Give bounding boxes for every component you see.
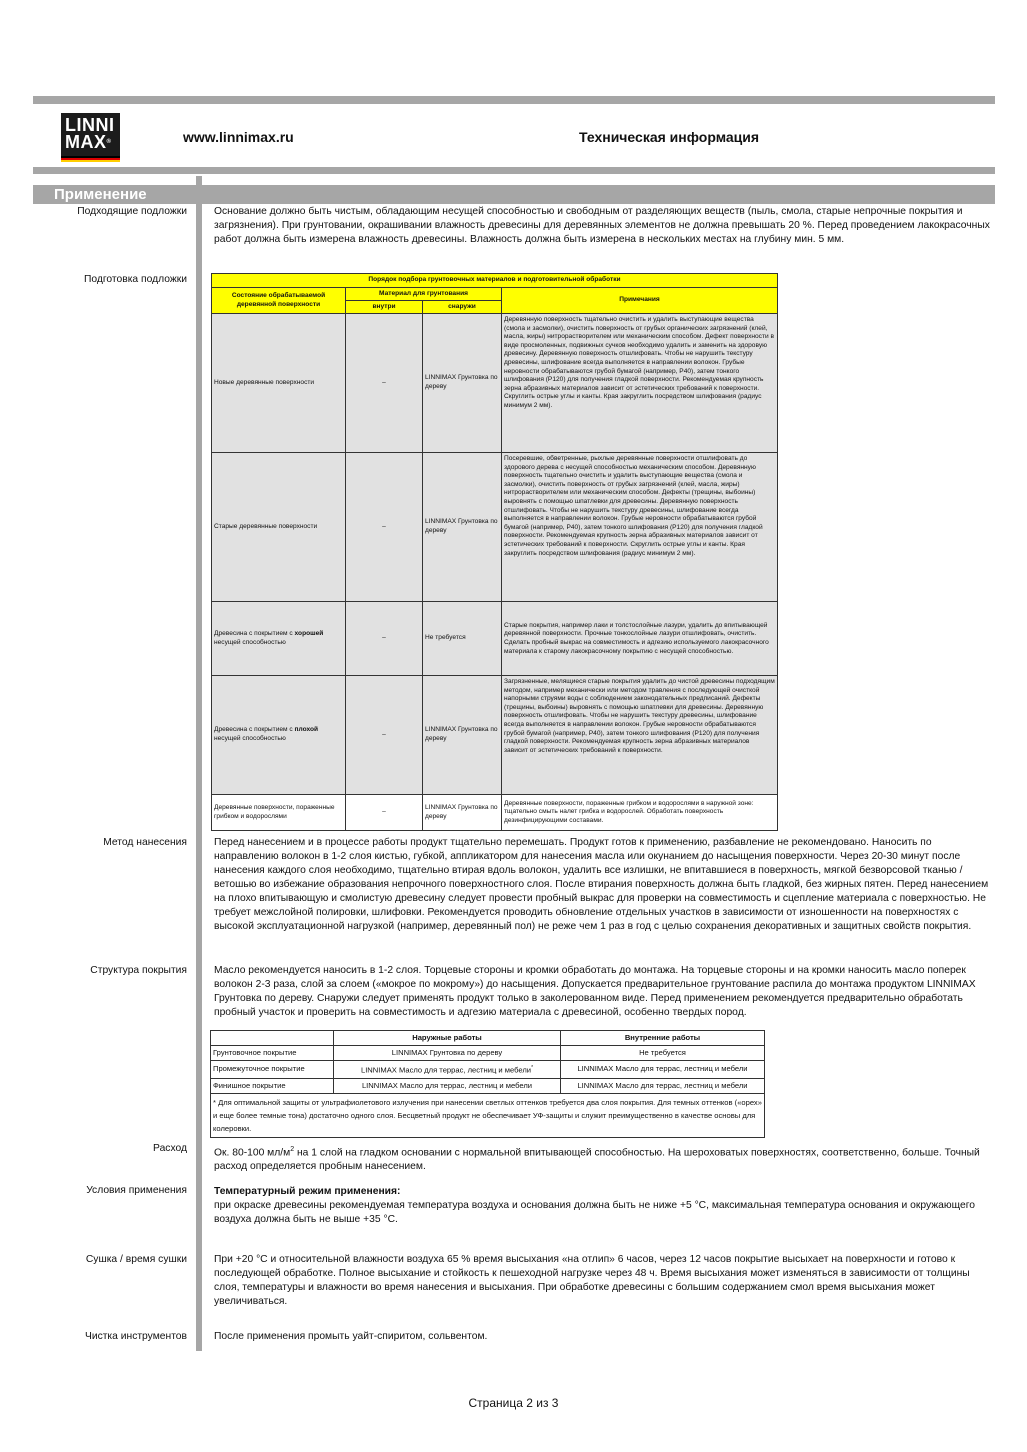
col-inside-header: внутри: [346, 301, 423, 314]
header-divider: [33, 167, 995, 174]
note-cell: Деревянные поверхности, пораженные грибком и водорослями в наружной зоне: тщательно смыть налет грибка и водорослей. Обработать поверхность дезинфицирующими составами.: [502, 795, 778, 831]
column-divider: [196, 176, 202, 1351]
note-cell: Загрязненные, мелящиеся старые покрытия удалить до чистой древесины подходящим методом, например механически или методом травления с последующей очисткой напорными струями воды с соблюдением законодательных предписаний. Дефекты (трещины, выбоины) выровнять с помощью шпатлевки для древесины. Деревянную поверхность отшлифовать. Чтобы не нарушить текстуру древесины, шлифование всегда выполняется в направлении волокон. Грубые неровности обрабатываются грубой бумагой (например, P40), затем тонкого шлифования (P120) для получения гладкой поверхности. Рекомендуемая крупность зерна абразивных материалов зависит от эстетических требований к поверхности.: [502, 676, 778, 795]
website-link[interactable]: www.linnimax.ru: [183, 129, 294, 145]
table-row: [212, 314, 778, 453]
logo-line1: LINNI: [65, 115, 115, 135]
outside-cell: LINNIMAX Грунтовка по дереву: [423, 314, 502, 453]
page-number: Страница 2 из 3: [468, 1396, 559, 1410]
structure-table: [210, 1030, 765, 1138]
text-conditions: [214, 1185, 992, 1227]
top-divider: [33, 96, 995, 104]
col-indoor-header: Внутренние работы: [561, 1031, 765, 1046]
section-bar: [33, 185, 995, 204]
state-cell: Деревянные поверхности, пораженные грибком и водорослями: [212, 795, 346, 831]
table-row: [211, 1046, 765, 1061]
primer-table: [211, 273, 778, 831]
outside-cell: Не требуется: [423, 602, 502, 676]
label-substrates: Подходящие подложки: [77, 206, 187, 217]
section-title: Применение: [54, 186, 147, 203]
text-cleaning: После применения промыть уайт-спиритом, сольвентом.: [214, 1331, 488, 1342]
note-cell: Старые покрытия, например лаки и толстослойные лазури, удалить до впитывающей деревянной поверхности. Прочные тонкослойные лазури отшлифовать, очистить. Сделать пробный выкрас на совместимость и адгезию используемого лакокрасочного материала к старому лакокрасочному покрытию с несущей способностью.: [502, 602, 778, 676]
label-method: Метод нанесения: [103, 837, 187, 848]
inside-cell: –: [346, 602, 423, 676]
table-row: [212, 453, 778, 602]
inside-cell: –: [346, 676, 423, 795]
label-consumption: Расход: [153, 1143, 187, 1154]
text-consumption: Ок. 80-100 $мл/м^2$ на 1 слой на гладком основании с нормальной впитывающей способностью. На шероховатых поверхностях, соответственно, больше. Точный расход определяется пробным нанесением.: [214, 1146, 980, 1173]
label-conditions: Условия применения: [86, 1185, 187, 1196]
text-drying: При +20 °С и относительной влажности воздуха 65 % время высыхания «на отлип» 6 часов, через 12 часов покрытие высыхает на поверхности и готово к последующей обработке. Полное высыхание и стойкость к пешеходной нагрузке через 48 ч. Время высыхания может изменяться в зависимости от толщины слоя, температуры и влажности во время нанесения и высыхания. При обработке древесины с большим содержанием смол время высыхания может увеличиваться.: [214, 1254, 970, 1307]
label-structure: Структура покрытия: [90, 965, 187, 976]
table-footnote: * Для оптимальной защиты от ультрафиолетового излучения при нанесении светлых оттенков требуется два слоя покрытия. Для темных оттенков («орех» и еще более темные тона) достаточно одного слоя. Бесцветный продукт не обеспечивает УФ-защиты и служит преимущественно в качестве основы для колеровки.: [211, 1093, 765, 1137]
label-cleaning: Чистка инструментов: [84, 1331, 187, 1342]
layer-cell: Финишное покрытие: [211, 1078, 334, 1093]
table-row: [212, 602, 778, 676]
note-cell: Посеревшие, обветренные, рыхлые деревянные поверхности отшлифовать до здорового дерева с несущей способностью механическим способом. Деревянную поверхность тщательно очистить и удалить выступающие вещества (смола и засмолки), очистить поверхность от грубых загрязнений (клей, масла, жиры) нитрорастворителем или механическим способом. Дефекты (трещины, выбоины) выровнять с помощью шпатлевки для древесины. Деревянную поверхность отшлифовать. Чтобы не нарушить текстуру древесины, шлифование всегда выполняется в направлении волокон. Грубые неровности обрабатываются грубой бумагой (например, P40), затем тонкого шлифования (P120) для получения гладкой поверхности. Рекомендуемая крупность зерна абразивных материалов зависит от эстетических требований к поверхности. Скруглить острые углы и канты. Края закруглить посредством шлифования (радиус минимум 2 мм).: [502, 453, 778, 602]
outside-cell: LINNIMAX Грунтовка по дереву: [423, 453, 502, 602]
inside-cell: –: [346, 453, 423, 602]
primer-table-title: Порядок подбора грунтовочных материалов и подготовительной обработки: [212, 274, 778, 288]
conditions-body: при окраске древесины рекомендуемая температура воздуха и основания должна быть не ниже +5 °С, максимальная температура основания и окружающего воздуха должна быть не выше +35 °С.: [214, 1200, 975, 1225]
text-substrates: Основание должно быть чистым, обладающим несущей способностью и свободным от разделяющих веществ (пыль, смола, старые непрочные покрытия и загрязнения). При грунтовании, окрашивании влажность древесины для деревянных элементов не должна превышать 20 %. Перед проведением лакокрасочных работ должна быть измерена влажность древесины. Влажность должна быть измерена в нескольких местах на глубину мин. 5 мм.: [214, 206, 990, 245]
outdoor-cell: LINNIMAX Масло для террас, лестниц и мебели*: [334, 1061, 561, 1079]
col-notes-header: Примечания: [502, 288, 778, 314]
col-outdoor-header: Наружные работы: [334, 1031, 561, 1046]
inside-cell: –: [346, 314, 423, 453]
layer-cell: Грунтовочное покрытие: [211, 1046, 334, 1061]
outdoor-cell: LINNIMAX Масло для террас, лестниц и мебели: [334, 1078, 561, 1093]
table-row: [212, 795, 778, 831]
inside-cell: –: [346, 795, 423, 831]
state-cell: Старые деревянные поверхности: [212, 453, 346, 602]
text-method: Перед нанесением и в процессе работы продукт тщательно перемешать. Продукт готов к применению, разбавление не рекомендовано. Наносить по направлению волокон в 1-2 слоя кистью, губкой, аппликатором для нанесения масла или окунанием до насыщения поверхности. Через 20-30 минут после нанесения каждого слоя необходимо, тщательно втирая вдоль волокон, удалить все излишки, не впитавшиеся в поверхность, мягкой безворсовой тканью / ветошью во избежание образования непрочного поверхностного слоя. После втирания поверхность должна быть гладкой, без жирных пятен. Перед нанесением на плохо впитывающую и смолистую древесину следует провести пробный выкрас для проверки на совместимость и сцепление материала с поверхностью. Не требует межслойной полировки, шлифовки. Рекомендуется проводить обновление отдельных участков в зависимости от изношенности на поверхностях с высокой эксплуатационной нагрузкой (например, деревянный пол) не реже чем 1 раз в год с целью сохранения декоративных и защитных свойств покрытия.: [214, 837, 989, 932]
label-drying: Сушка / время сушки: [85, 1254, 187, 1265]
table-row: [212, 676, 778, 795]
table-row: [211, 1061, 765, 1079]
linnimax-logo: [61, 113, 120, 162]
layer-cell: Промежуточное покрытие: [211, 1061, 334, 1079]
col-materials-header: Материал для грунтования: [346, 288, 502, 301]
german-flag-icon: [61, 156, 120, 163]
note-cell: Деревянную поверхность тщательно очистить и удалить выступающие вещества (смола и засмолки), очистить поверхность от грубых органических загрязнений (клей, масла, жиры) нитрорастворителем или механическим способом. Дефект поверхности в виде просмоленных, подвижных сучков необходимо удалить и заменить на здоровую древесину. Деревянную поверхность отшлифовать. Чтобы не нарушить текстуру древесины, шлифование всегда выполняется в направлении волокон. Грубые неровности обрабатываются грубой бумагой (например, P40), затем тонкого шлифования (P120) для получения гладкой поверхности. Рекомендуемая крупность зерна абразивных материалов зависит от эстетических требований к поверхности. Скруглить острые углы и канты. Края закруглить посредством шлифования (радиус минимум 2 мм).: [502, 314, 778, 453]
indoor-cell: Не требуется: [561, 1046, 765, 1061]
table-row: [211, 1078, 765, 1093]
state-cell: Новые деревянные поверхности: [212, 314, 346, 453]
indoor-cell: LINNIMAX Масло для террас, лестниц и мебели: [561, 1061, 765, 1079]
col-outside-header: снаружи: [423, 301, 502, 314]
conditions-title: Температурный режим применения:: [214, 1186, 401, 1197]
outdoor-cell: LINNIMAX Грунтовка по дереву: [334, 1046, 561, 1061]
document-title: Техническая информация: [579, 129, 760, 145]
indoor-cell: LINNIMAX Масло для террас, лестниц и мебели: [561, 1078, 765, 1093]
logo-reg: ®: [106, 139, 112, 145]
state-cell: Древесина с покрытием с хорошей несущей способностью: [212, 602, 346, 676]
label-preparation: Подготовка подложки: [83, 274, 187, 285]
layer-header: [211, 1031, 334, 1046]
state-cell: Древесина с покрытием с плохой несущей способностью: [212, 676, 346, 795]
col-state-header: Состояние обрабатываемой деревянной поверхности: [212, 288, 346, 314]
outside-cell: LINNIMAX Грунтовка по дереву: [423, 676, 502, 795]
text-structure: Масло рекомендуется наносить в 1-2 слоя. Торцевые стороны и кромки обработать до монтажа. На торцевые стороны и на кромки наносить масло поперек волокон 2-3 раза, слой за слоем («мокрое по мокрому») до насыщения. Допускается предварительное грунтование распила до монтажа продуктом LINNIMAX Грунтовка по дереву. Снаружи следует применять продукт только в заколерованном виде. Перед применением рекомендуется предварительно обработать пробный участок и проверить на совместимость и адгезию материала с древесиной, особенно твердых пород.: [214, 965, 976, 1018]
logo-line2: MAX: [65, 132, 107, 152]
outside-cell: LINNIMAX Грунтовка по дереву: [423, 795, 502, 831]
